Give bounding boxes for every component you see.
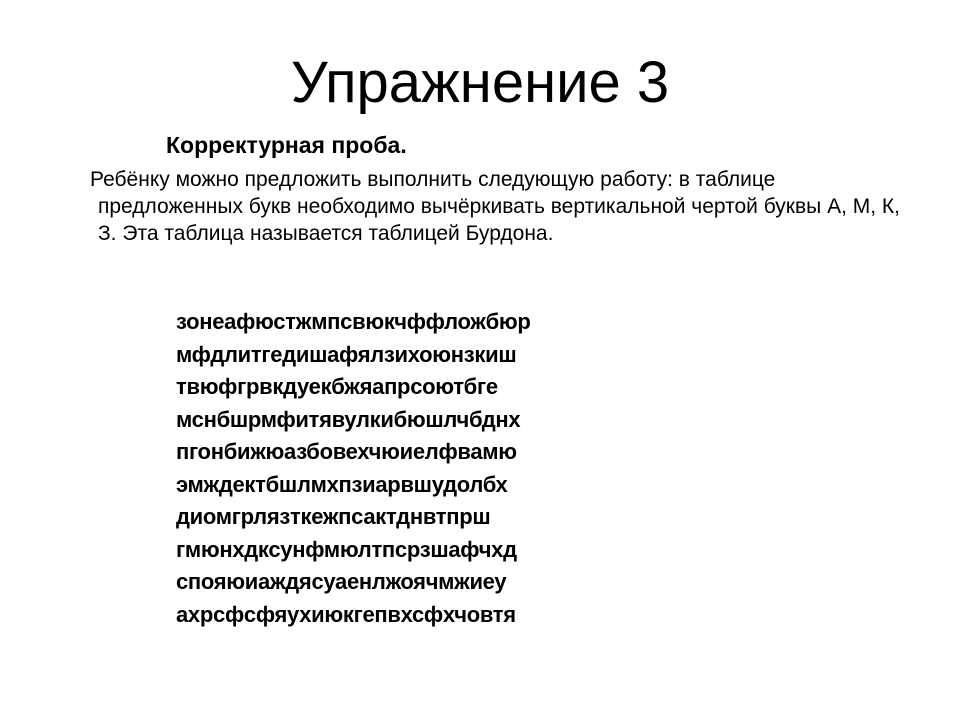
letter-row: мснбшрмфитявулкибюшлчбднх (176, 406, 521, 432)
slide-subtitle: Корректурная проба. (166, 132, 407, 158)
bourdon-table (176, 306, 531, 631)
letter-row: зонеафюстжмпсвюкчффложбюр (176, 309, 531, 334)
letter-row: мфдлитгедишафялзихоюнзкиш (176, 341, 517, 367)
instruction-text: Ребёнку можно предложить выполнить следующую работу: в таблице предложенных букв необходимо вычёркивать вертикальной чертой буквы А, М, К, З. Эта таблица называется таблицей Бурдона. (90, 168, 900, 245)
letter-row: спояюиаждясуаенлжоячмжиеу (176, 569, 507, 594)
letter-row: ахрсфсфяухиюкгепвхсфхчовтя (176, 601, 516, 627)
letter-row: эмждектбшлмхпзиарвшудолбх (176, 471, 508, 497)
slide-title: Упражнение 3 (290, 50, 670, 115)
letter-row: пгонбижюазбовехчюиелфвамю (176, 439, 517, 464)
letter-row: твюфгрвкдуекбжяапрсоютбге (176, 374, 498, 399)
letter-row: гмюнхдксунфмюлтпсрзшафчхд (176, 536, 517, 562)
letter-row: диомгрлязткежпсактднвтпрш (176, 504, 491, 529)
